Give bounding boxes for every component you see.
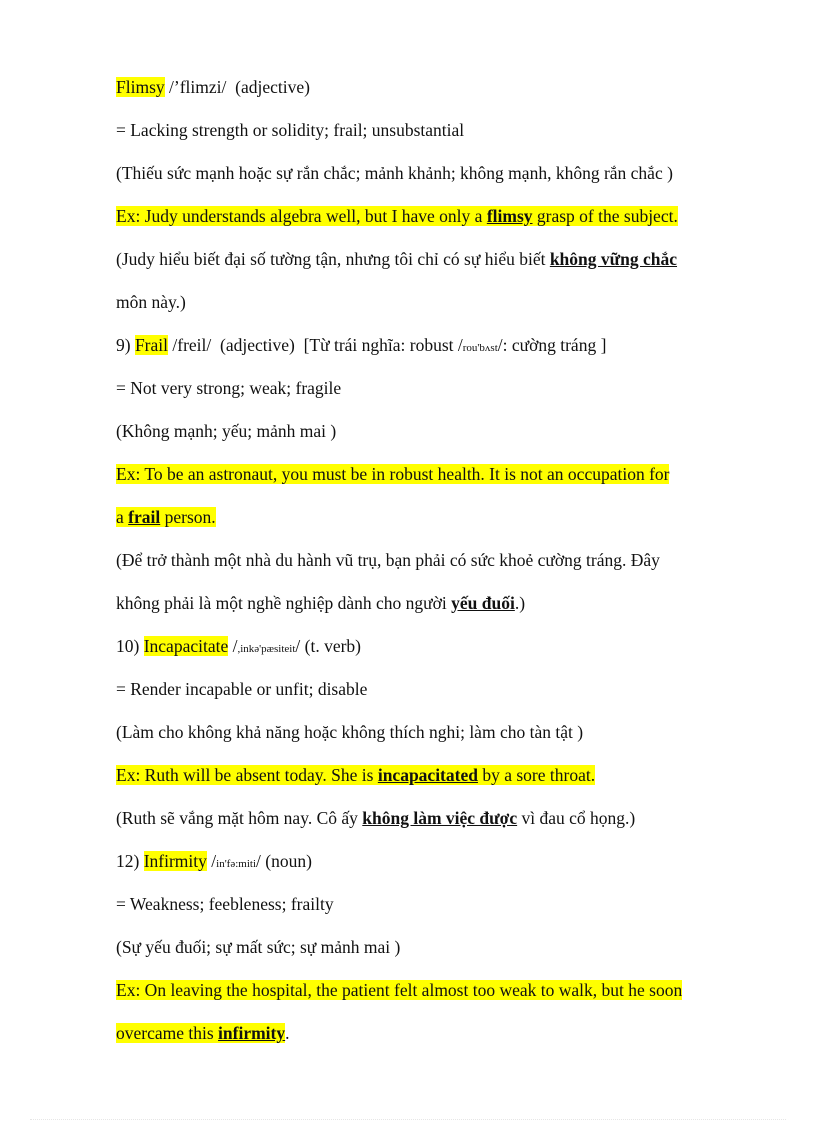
infirmity-vi-definition: (Sự yếu đuối; sự mất sức; sự mảnh mai ) (116, 937, 401, 957)
frail-vi-example-keyword: yếu đuối (451, 593, 515, 613)
flimsy-example-keyword: flimsy (486, 206, 533, 226)
frail-example-cont: a frail person. (116, 507, 216, 527)
incapacitate-vi-example: (Ruth sẽ vắng mặt hôm nay. Cô ấy không làm việc được vì đau cổ họng.) (116, 808, 636, 828)
frail-definition: = Not very strong; weak; fragile (116, 378, 342, 398)
incapacitate-pos: (t. verb) (304, 636, 362, 656)
incapacitate-vi-definition: (Làm cho không khả năng hoặc không thích nghi; làm cho tàn tật ) (116, 722, 584, 742)
flimsy-term: Flimsy (116, 77, 165, 97)
flimsy-vi-definition: (Thiếu sức mạnh hoặc sự rắn chắc; mảnh khảnh; không mạnh, không rắn chắc ) (116, 163, 673, 183)
incapacitate-heading (116, 634, 361, 661)
infirmity-number: 12) (116, 851, 140, 871)
flimsy-definition: = Lacking strength or solidity; frail; unsubstantial (116, 120, 465, 140)
frail-vi-example: (Để trở thành một nhà du hành vũ trụ, bạn phải có sức khoẻ cường tráng. Đây (116, 550, 660, 570)
frail-vi-example-cont: không phải là một nghề nghiệp dành cho người yếu đuối.) (116, 593, 526, 613)
frail-example: Ex: To be an astronaut, you must be in robust health. It is not an occupation for (116, 464, 670, 484)
page-bottom-divider (30, 1119, 786, 1120)
infirmity-pos: (noun) (265, 851, 312, 871)
infirmity-heading (116, 849, 312, 876)
incapacitate-example-keyword: incapacitated (377, 765, 478, 785)
frail-number: 9) (116, 335, 131, 355)
flimsy-example (116, 204, 678, 228)
flimsy-heading (116, 75, 310, 99)
infirmity-pron: /in'fə:miti/ (206, 851, 261, 871)
flimsy-vi-example-keyword: không vững chắc (549, 249, 678, 269)
flimsy-pron: /’flimzi/ (169, 77, 227, 97)
frail-term: Frail (134, 335, 169, 355)
incapacitate-definition: = Render incapable or unfit; disable (116, 679, 368, 699)
frail-example-keyword: frail (128, 507, 161, 527)
incapacitate-number: 10) (116, 636, 140, 656)
infirmity-example-cont: overcame this infirmity. (116, 1023, 290, 1043)
frail-pron: /freil/ (172, 335, 212, 355)
frail-pos: (adjective) (220, 335, 295, 355)
frail-vi-definition: (Không mạnh; yếu; mảnh mai ) (116, 421, 337, 441)
frail-heading (116, 333, 606, 360)
incapacitate-term: Incapacitate (143, 636, 229, 656)
infirmity-definition: = Weakness; feebleness; frailty (116, 894, 334, 914)
incapacitate-vi-example-keyword: không làm việc được (362, 808, 518, 828)
flimsy-vi-example: (Judy hiểu biết đại số tường tận, nhưng tôi chỉ có sự hiểu biết không vững chắc (116, 249, 678, 269)
incapacitate-pron: /,inkə'pæsiteit/ (228, 636, 301, 656)
infirmity-term: Infirmity (143, 851, 207, 871)
incapacitate-example: Ex: Ruth will be absent today. She is incapacitated by a sore throat. (116, 765, 596, 785)
flimsy-example-text: Ex: Judy understands algebra well, but I have only a flimsy grasp of the subject. (116, 206, 678, 226)
flimsy-pos: (adjective) (235, 77, 310, 97)
flimsy-vi-example-cont: môn này.) (116, 292, 186, 312)
infirmity-example: Ex: On leaving the hospital, the patient felt almost too weak to walk, but he soon (116, 980, 683, 1000)
infirmity-example-keyword: infirmity (218, 1023, 286, 1043)
frail-antonym: [Từ trái nghĩa: robust /rou'bʌst/: cường tráng ] (303, 335, 607, 355)
